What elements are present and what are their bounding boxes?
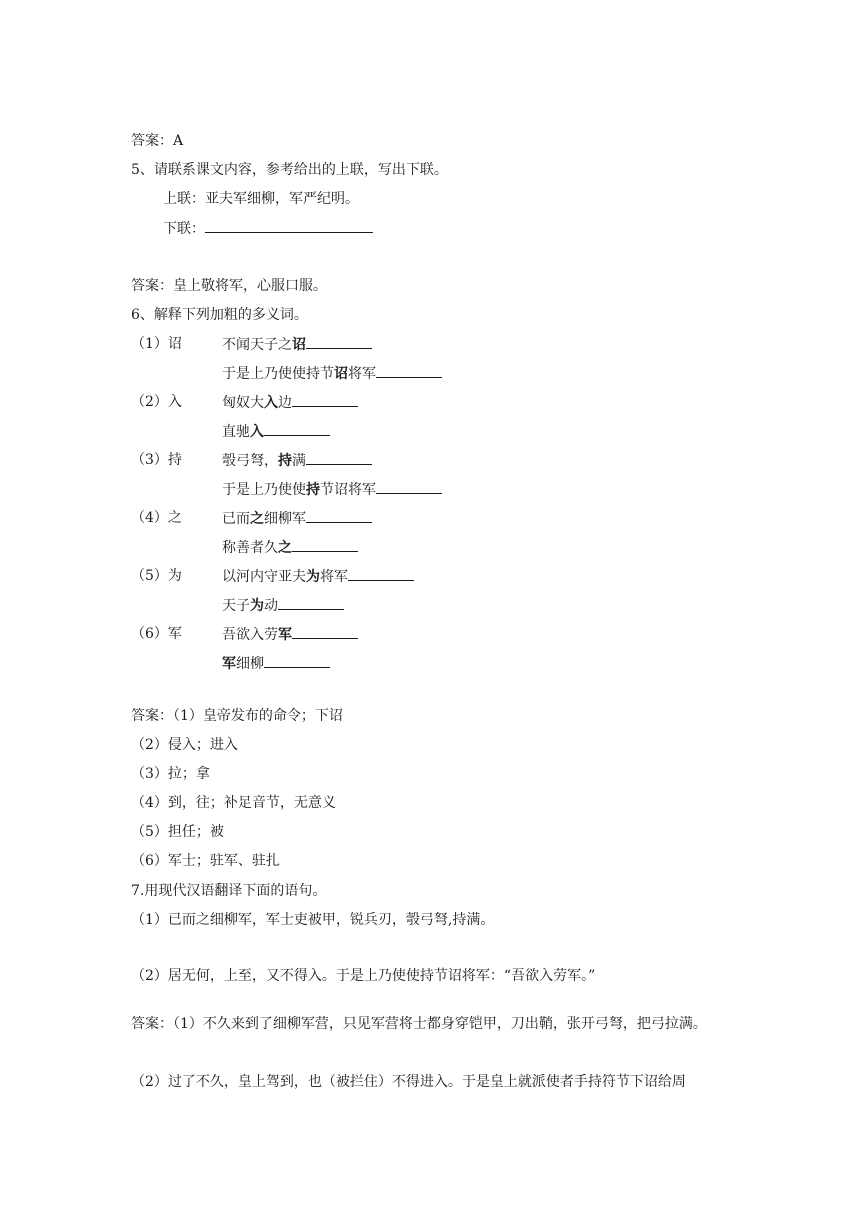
sentence-text: 吾欲入劳: [222, 627, 278, 643]
answer-blank: [292, 624, 358, 639]
bold-word: 为: [250, 598, 264, 614]
answer-blank: [348, 566, 414, 581]
bold-word: 之: [278, 540, 292, 556]
q6-sentence: [222, 421, 330, 442]
q6-sentence: [222, 363, 442, 384]
bold-word: 诏: [334, 366, 348, 382]
q6-answer-line: （5）担任；被: [131, 824, 224, 840]
q5-lower-label: 下联：: [163, 221, 205, 237]
q6-group-label: （5）为: [131, 568, 182, 584]
sentence-text: 称善者久: [222, 540, 278, 556]
q6-sentence: [222, 450, 372, 471]
q6-answer-line: （6）军士；驻军、驻扎: [131, 853, 280, 869]
sentence-text: 动: [264, 598, 278, 614]
sentence-text: 以河内守亚夫: [222, 569, 306, 585]
q6-answer-line: （2）侵入；进入: [131, 737, 238, 753]
q7-sentence-1: （1）已而之细柳军，军士吏被甲，锐兵刃，彀弓弩,持满。: [131, 912, 495, 928]
q6-sentence: [222, 479, 442, 500]
q7-answer-1: 答案：（1）不久来到了细柳军营，只见军营将士都身穿铠甲，刀出鞘，张开弓弩，把弓拉满。: [131, 1016, 707, 1032]
q6-sentence: [222, 508, 372, 529]
sentence-text: 细柳: [236, 656, 264, 672]
sentence-text: 将军: [348, 366, 376, 382]
answer-blank: [264, 653, 330, 668]
sentence-text: 已而: [222, 511, 250, 527]
answer-4: 答案：A: [131, 133, 184, 149]
sentence-text: 边: [278, 395, 292, 411]
answer-blank: [306, 450, 372, 465]
bold-word: 诏: [292, 337, 306, 353]
q5-prompt: 5、请联系课文内容，参考给出的上联，写出下联。: [131, 162, 448, 178]
sentence-text: 匈奴大: [222, 395, 264, 411]
q6-group-label: （3）持: [131, 452, 182, 468]
q6-sentence: [222, 566, 414, 587]
bold-word: 为: [306, 569, 320, 585]
sentence-text: 直驰: [222, 424, 250, 440]
answer-blank: [292, 537, 358, 552]
q7-sentence-2: （2）居无何，上至，又不得入。于是上乃使使持节诏将军：“吾欲入劳军。”: [131, 968, 596, 984]
q6-group-label: （6）军: [131, 626, 182, 642]
q6-sentence: [222, 653, 330, 674]
q6-group-label: （1）诏: [131, 336, 182, 352]
q6-sentence: [222, 537, 358, 558]
q6-group-label: （4）之: [131, 510, 182, 526]
answer-blank: [264, 421, 330, 436]
q6-group-label: （2）入: [131, 394, 182, 410]
q7-answer-2: （2）过了不久，皇上驾到，也（被拦住）不得进入。于是皇上就派使者手持符节下诏给周: [131, 1074, 686, 1090]
answer-blank: [376, 363, 442, 378]
q7-prompt: 7.用现代汉语翻译下面的语句。: [131, 883, 327, 899]
q6-answer-line: 答案：（1）皇帝发布的命令；下诏: [131, 708, 343, 724]
sentence-text: 于是上乃使使: [222, 482, 306, 498]
answer-blank: [376, 479, 442, 494]
q6-sentence: [222, 392, 358, 413]
q6-sentence: [222, 595, 344, 616]
q6-prompt: 6、解释下列加粗的多义词。: [131, 307, 308, 323]
q5-lower: [163, 218, 373, 239]
q5-upper: 上联：亚夫军细柳，军严纪明。: [163, 191, 359, 207]
bold-word: 军: [278, 627, 292, 643]
bold-word: 入: [250, 424, 264, 440]
bold-word: 入: [264, 395, 278, 411]
answer-blank: [306, 508, 372, 523]
bold-word: 持: [306, 482, 320, 498]
sentence-text: 满: [292, 453, 306, 469]
q6-sentence: [222, 334, 372, 355]
q6-answer-line: （3）拉；拿: [131, 766, 210, 782]
bold-word: 军: [222, 656, 236, 672]
sentence-text: 天子: [222, 598, 250, 614]
answer-blank: [278, 595, 344, 610]
bold-word: 之: [250, 511, 264, 527]
sentence-text: 于是上乃使使持节: [222, 366, 334, 382]
sentence-text: 将军: [320, 569, 348, 585]
q6-sentence: [222, 624, 358, 645]
sentence-text: 彀弓弩，: [222, 453, 278, 469]
q5-answer: 答案：皇上敬将军，心服口服。: [131, 278, 327, 294]
sentence-text: 细柳军: [264, 511, 306, 527]
sentence-text: 不闻天子之: [222, 337, 292, 353]
answer-blank: [205, 218, 373, 233]
answer-blank: [306, 334, 372, 349]
bold-word: 持: [278, 453, 292, 469]
answer-blank: [292, 392, 358, 407]
sentence-text: 节诏将军: [320, 482, 376, 498]
q6-answer-line: （4）到，往；补足音节，无意义: [131, 795, 336, 811]
